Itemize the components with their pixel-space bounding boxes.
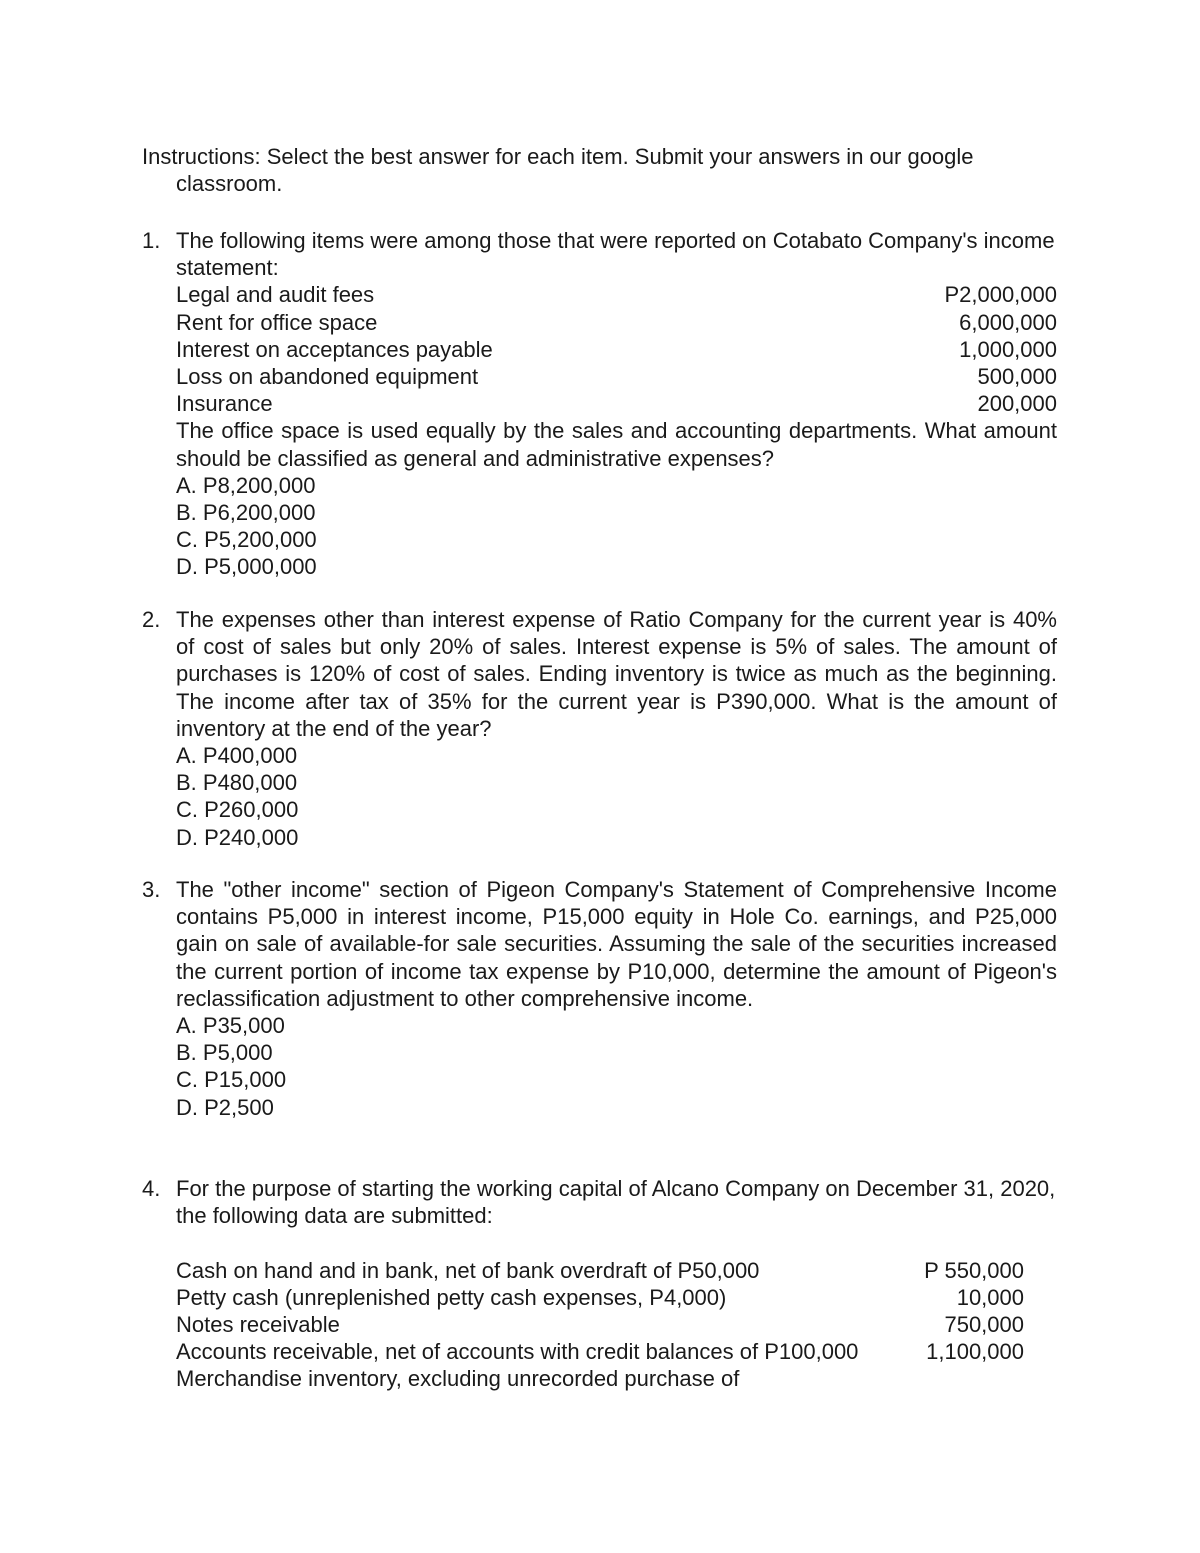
question-number: 2.: [142, 607, 161, 632]
line-item-label: Loss on abandoned equipment: [176, 364, 479, 390]
line-item: [176, 1284, 1024, 1311]
answer-option-d: D. P2,500: [176, 1094, 274, 1120]
question-1: [142, 227, 1057, 581]
question-intro: The following items were among those that were reported on Cotabato Company's income statement:: [176, 228, 1055, 281]
line-item-label: Accounts receivable, net of accounts with credit balances of P100,000: [176, 1339, 859, 1365]
line-item-amount: 500,000: [977, 364, 1057, 390]
question-2: [142, 606, 1057, 851]
line-item-amount: P2,000,000: [944, 282, 1057, 308]
answer-option-b: B. P480,000: [176, 770, 298, 796]
line-item: [176, 336, 1057, 363]
line-item-label: Insurance: [176, 391, 273, 417]
line-item-label: Notes receivable: [176, 1312, 340, 1337]
answer-option-d: D. P5,000,000: [176, 554, 317, 580]
line-item-label: Interest on acceptances payable: [176, 336, 493, 362]
answer-option-a: A. P8,200,000: [176, 472, 316, 498]
answer-option-a: A. P35,000: [176, 1013, 285, 1039]
spacer: [176, 1229, 1057, 1256]
instructions: [142, 143, 1057, 197]
line-item-label: Rent for office space: [176, 309, 378, 335]
instructions-text: Instructions: Select the best answer for each item. Submit your answers in our google: [142, 144, 974, 169]
line-item-amount: 1,100,000: [926, 1339, 1024, 1365]
question-text: The "other income" section of Pigeon Company's Statement of Comprehensive Income contains P5,000 in interest income, P15,000 equity in Hole Co. earnings, and P25,000 gain on sale of available-for sale securities. Assuming the sale of the securities increased the current portion of income tax expense by P10,000, determine the amount of Pigeon's reclassification adjustment to other comprehensive income.: [176, 877, 1057, 1011]
instructions-text-continued: classroom.: [176, 171, 283, 197]
question-number: 4.: [142, 1176, 161, 1201]
line-item-label: Petty cash (unreplenished petty cash expenses, P4,000): [176, 1284, 727, 1310]
line-item: [176, 1257, 1024, 1284]
question-text: The expenses other than interest expense of Ratio Company for the current year is 40% of cost of sales but only 20% of sales. Interest expense is 5% of sales. The amount of purchases is 120% of cost of sales. Ending inventory is twice as much as the beginning. The income after tax of 35% for the current year is P390,000. What is the amount of inventory at the end of the year?: [176, 607, 1057, 741]
line-item-amount: 1,000,000: [959, 336, 1057, 362]
line-item: [176, 363, 1057, 390]
line-item-amount: 6,000,000: [959, 309, 1057, 335]
line-item-label: Cash on hand and in bank, net of bank overdraft of P50,000: [176, 1257, 760, 1283]
question-3: [142, 876, 1057, 1121]
answer-option-b: B. P6,200,000: [176, 500, 316, 526]
line-item: [176, 1311, 1024, 1338]
answer-option-c: C. P260,000: [176, 797, 299, 823]
line-item-amount: 750,000: [944, 1312, 1024, 1337]
question-text: The office space is used equally by the sales and accounting departments. What amount should be classified as general and administrative expenses?: [176, 418, 1057, 471]
line-item-amount: P 550,000: [924, 1257, 1024, 1283]
answer-option-c: C. P15,000: [176, 1067, 287, 1093]
answer-option-c: C. P5,200,000: [176, 527, 317, 553]
line-item-label: Merchandise inventory, excluding unrecorded purchase of: [176, 1366, 740, 1392]
line-item: [176, 390, 1057, 417]
question-4: [142, 1175, 1057, 1393]
question-intro: For the purpose of starting the working capital of Alcano Company on December 31, 2020, the following data are submitted:: [176, 1176, 1056, 1229]
question-number: 1.: [142, 228, 161, 253]
line-item: [176, 281, 1057, 308]
line-item: [176, 1338, 1024, 1365]
line-item-amount: 200,000: [977, 391, 1057, 417]
answer-option-b: B. P5,000: [176, 1040, 273, 1066]
line-item: [176, 1365, 1024, 1392]
line-item-amount: 10,000: [956, 1284, 1024, 1310]
question-number: 3.: [142, 877, 161, 902]
line-item-label: Legal and audit fees: [176, 282, 375, 308]
line-item: [176, 309, 1057, 336]
answer-option-a: A. P400,000: [176, 743, 298, 769]
answer-option-d: D. P240,000: [176, 824, 299, 850]
